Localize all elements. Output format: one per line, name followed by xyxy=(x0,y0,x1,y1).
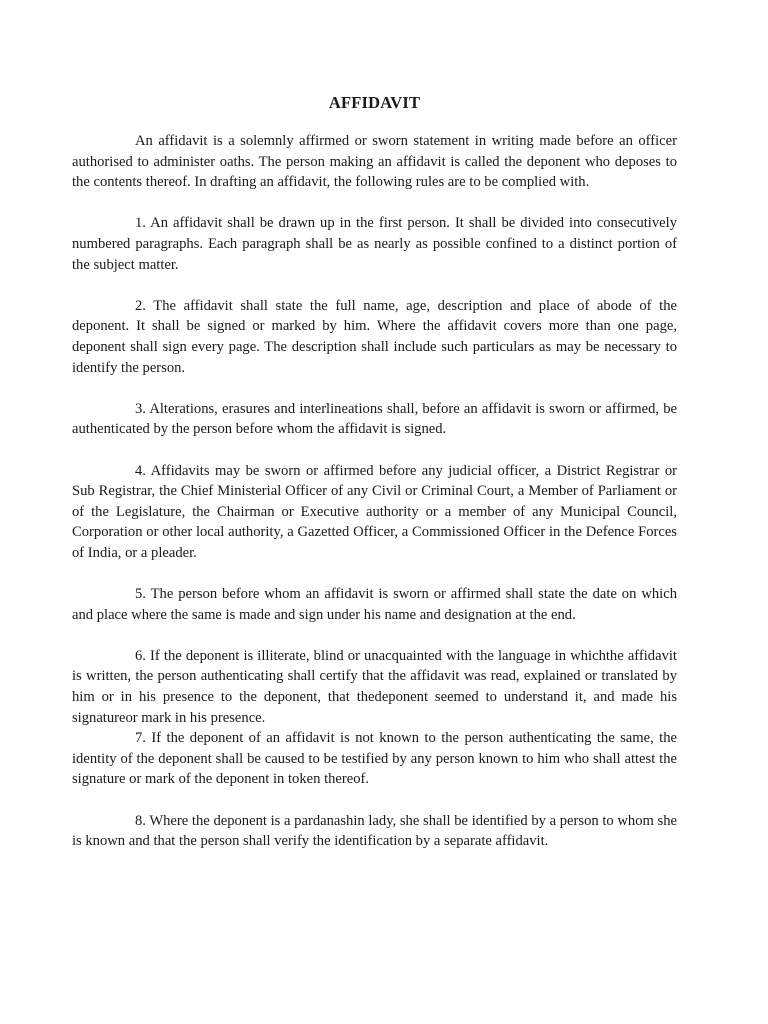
rule-paragraph-4: 4. Affidavits may be sworn or affirmed before any judicial officer, a District Registrar or Sub Registrar, the Chief Ministerial Officer of any Civil or Criminal Court, a Member of Parliament or of the Legislature, the Chairman or Executive authority or a member of any Municipal Council, Corporation or other local authority, a Gazetted Officer, a Commissioned Officer in the Defence Forces of India, or a pleader. xyxy=(72,462,677,561)
rule-paragraph-8: 8. Where the deponent is a pardanashin lady, she shall be identified by a person to whom she is known and that the person shall verify the identification by a separate affidavit. xyxy=(72,812,677,850)
rule-paragraph-7: 7. If the deponent of an affidavit is not known to the person authenticating the same, the identity of the deponent shall be caused to be testified by any person known to him who shall attest the signature or mark of the deponent in token thereof. xyxy=(72,730,677,788)
document-title: AFFIDAVIT xyxy=(328,93,421,112)
document-page xyxy=(72,92,677,872)
intro-paragraph: An affidavit is a solemnly affirmed or sworn statement in writing made before an officer authorised to administer oaths. The person making an affidavit is called the deponent who deposes to the contents thereof. In drafting an affidavit, the following rules are to be complied with. xyxy=(72,133,677,191)
rule-paragraph-5: 5. The person before whom an affidavit is sworn or affirmed shall state the date on which and place where the same is made and sign under his name and designation at the end. xyxy=(72,586,677,623)
rule-paragraph-3: 3. Alterations, erasures and interlineations shall, before an affidavit is sworn or affirmed, be authenticated by the person before whom the affidavit is signed. xyxy=(72,400,677,438)
rule-paragraph-6: 6. If the deponent is illiterate, blind or unacquainted with the language in whichthe affidavit is written, the person authenticating shall certify that the affidavit was read, explained or translated by him or in his presence to the deponent, that thedeponent seemed to understand it, and made his signatureor mark in his presence. xyxy=(72,647,677,726)
rule-paragraph-1: 1. An affidavit shall be drawn up in the first person. It shall be divided into consecutively numbered paragraphs. Each paragraph shall be as nearly as possible confined to a distinct portion of the subject matter. xyxy=(72,215,677,273)
rule-paragraph-2: 2. The affidavit shall state the full name, age, description and place of abode of the deponent. It shall be signed or marked by him. Where the affidavit covers more than one page, deponent shall sign every page. The description shall include such particulars as may be necessary to identify the person. xyxy=(72,297,677,376)
